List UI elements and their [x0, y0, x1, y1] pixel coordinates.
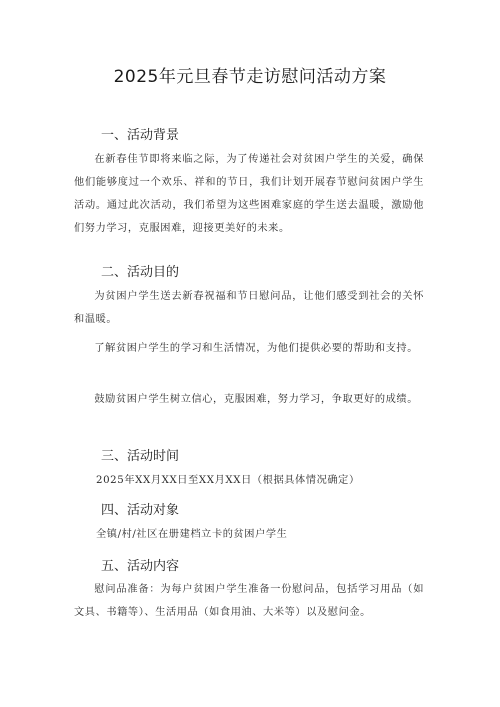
time-paragraph: 2025年XX月XX日至XX月XX日（根据具体情况确定） — [96, 475, 360, 486]
content-paragraph: 慰问品准备：为每户贫困户学生准备一份慰问品，包括学习用品（如文具、书籍等）、生活用品（如食用油、大米等）以及慰问金。 — [74, 584, 424, 618]
purpose-paragraph-3: 鼓励贫困户学生树立信心，克服困难，努力学习，争取更好的成绩。 — [94, 394, 419, 405]
section-heading-content: 五、活动内容 — [101, 559, 180, 574]
section-heading-purpose: 二、活动目的 — [101, 265, 180, 280]
target-paragraph: 全镇/村/社区在册建档立卡的贫困户学生 — [96, 529, 288, 540]
section-heading-target: 四、活动对象 — [101, 503, 180, 518]
section-heading-time: 三、活动时间 — [101, 449, 180, 464]
purpose-paragraph-2: 了解贫困户学生的学习和生活情况，为他们提供必要的帮助和支持。 — [94, 343, 419, 354]
section-heading-background: 一、活动背景 — [101, 128, 180, 143]
background-paragraph: 在新春佳节即将来临之际，为了传递社会对贫困户学生的关爱，确保他们能够度过一个欢乐、祥和的节日，我们计划开展春节慰问贫困户学生活动。通过此次活动，我们希望为这些困难家庭的学生送去温暖，激励他们努力学习，克服困难，迎接更美好的未来。 — [74, 154, 424, 234]
purpose-paragraph-1: 为贫困户学生送去新春祝福和节日慰问品，让他们感受到社会的关怀和温暖。 — [74, 291, 424, 325]
document-title: 2025年元旦春节走访慰问活动方案 — [113, 67, 387, 87]
